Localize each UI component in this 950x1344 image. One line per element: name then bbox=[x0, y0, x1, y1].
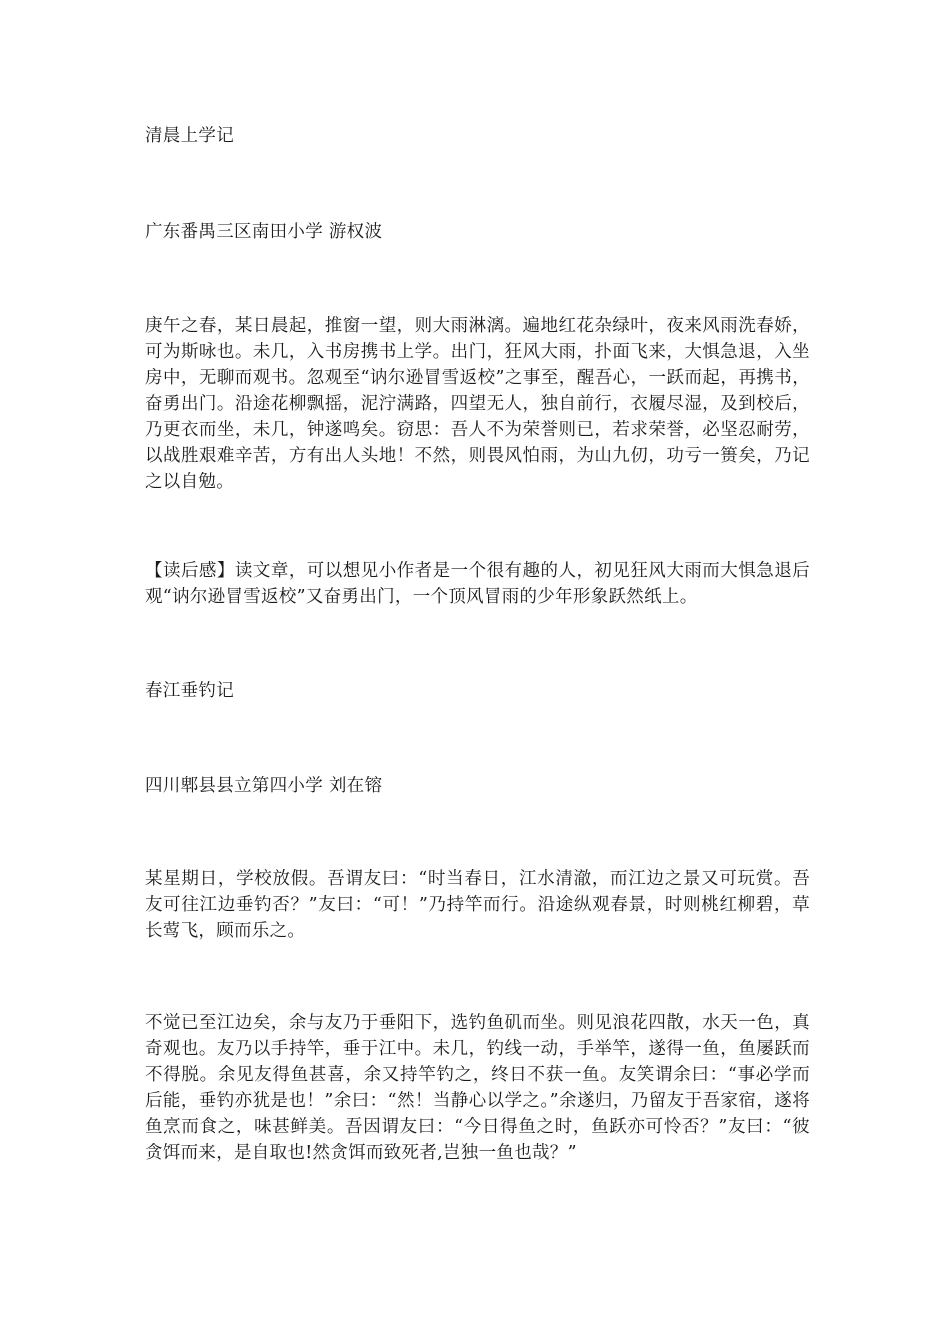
reader-comment bbox=[145, 558, 810, 610]
paragraph: 不觉已至江边矣，余与友乃于垂阳下，选钓鱼矶而坐。则见浪花四散，水天一色，真奇观也。友乃以手持竿，垂于江中。未几，钓线一动，手举竿，遂得一鱼，鱼屡跃而不得脱。余见友得鱼甚喜，余又持竿钓之，终日不获一鱼。友笑谓余曰：“事必学而后能，垂钓亦犹是也！”余曰：“然！当静心以学之。”余遂归，乃留友于吾家宿，遂将鱼烹而食之，味甚鲜美。吾因谓友曰：“今日得鱼之时，鱼跃亦可怜否？”友曰：“彼贪饵而来，是自取也!然贪饵而致死者,岂独一鱼也哉？” bbox=[145, 1013, 810, 1163]
article-body-2-paragraph-2 bbox=[145, 1010, 810, 1166]
article-body-2-paragraph-1 bbox=[145, 866, 810, 944]
paragraph: 某星期日，学校放假。吾谓友曰：“时当春日，江水清澈，而江边之景又可玩赏。吾友可往江边垂钓否？”友曰：“可！”乃持竿而行。沿途纵观春景，时则桃红柳碧，草长莺飞，顾而乐之。 bbox=[145, 869, 810, 941]
article-author-2: 四川郫县县立第四小学 刘在镕 bbox=[145, 776, 383, 796]
article-author-1: 广东番禺三区南田小学 游权波 bbox=[145, 222, 383, 242]
article-body-1 bbox=[145, 313, 810, 495]
article-title-1: 清晨上学记 bbox=[145, 126, 234, 146]
paragraph: 庚午之春，某日晨起，推窗一望，则大雨淋漓。遍地红花杂绿叶，夜来风雨洗春娇，可为斯咏也。未几，入书房携书上学。出门，狂风大雨，扑面飞来，大惧急退，入坐房中，无聊而观书。忽观至“讷尔逊冒雪返校”之事至，醒吾心，一跃而起，再携书，奋勇出门。沿途花柳飘摇，泥泞满路，四望无人，独自前行，衣履尽湿，及到校后，乃更衣而坐，未几，钟遂鸣矣。窃思：吾人不为荣誉则已，若求荣誉，必坚忍耐劳，以战胜艰难辛苦，方有出人头地！不然，则畏风怕雨，为山九仞，功亏一篑矣，乃记之以自勉。 bbox=[145, 316, 810, 492]
paragraph: 【读后感】读文章，可以想见小作者是一个很有趣的人，初见狂风大雨而大惧急退后观“讷尔逊冒雪返校”又奋勇出门，一个顶风冒雨的少年形象跃然纸上。 bbox=[145, 561, 810, 607]
article-title-2: 春江垂钓记 bbox=[145, 681, 234, 701]
